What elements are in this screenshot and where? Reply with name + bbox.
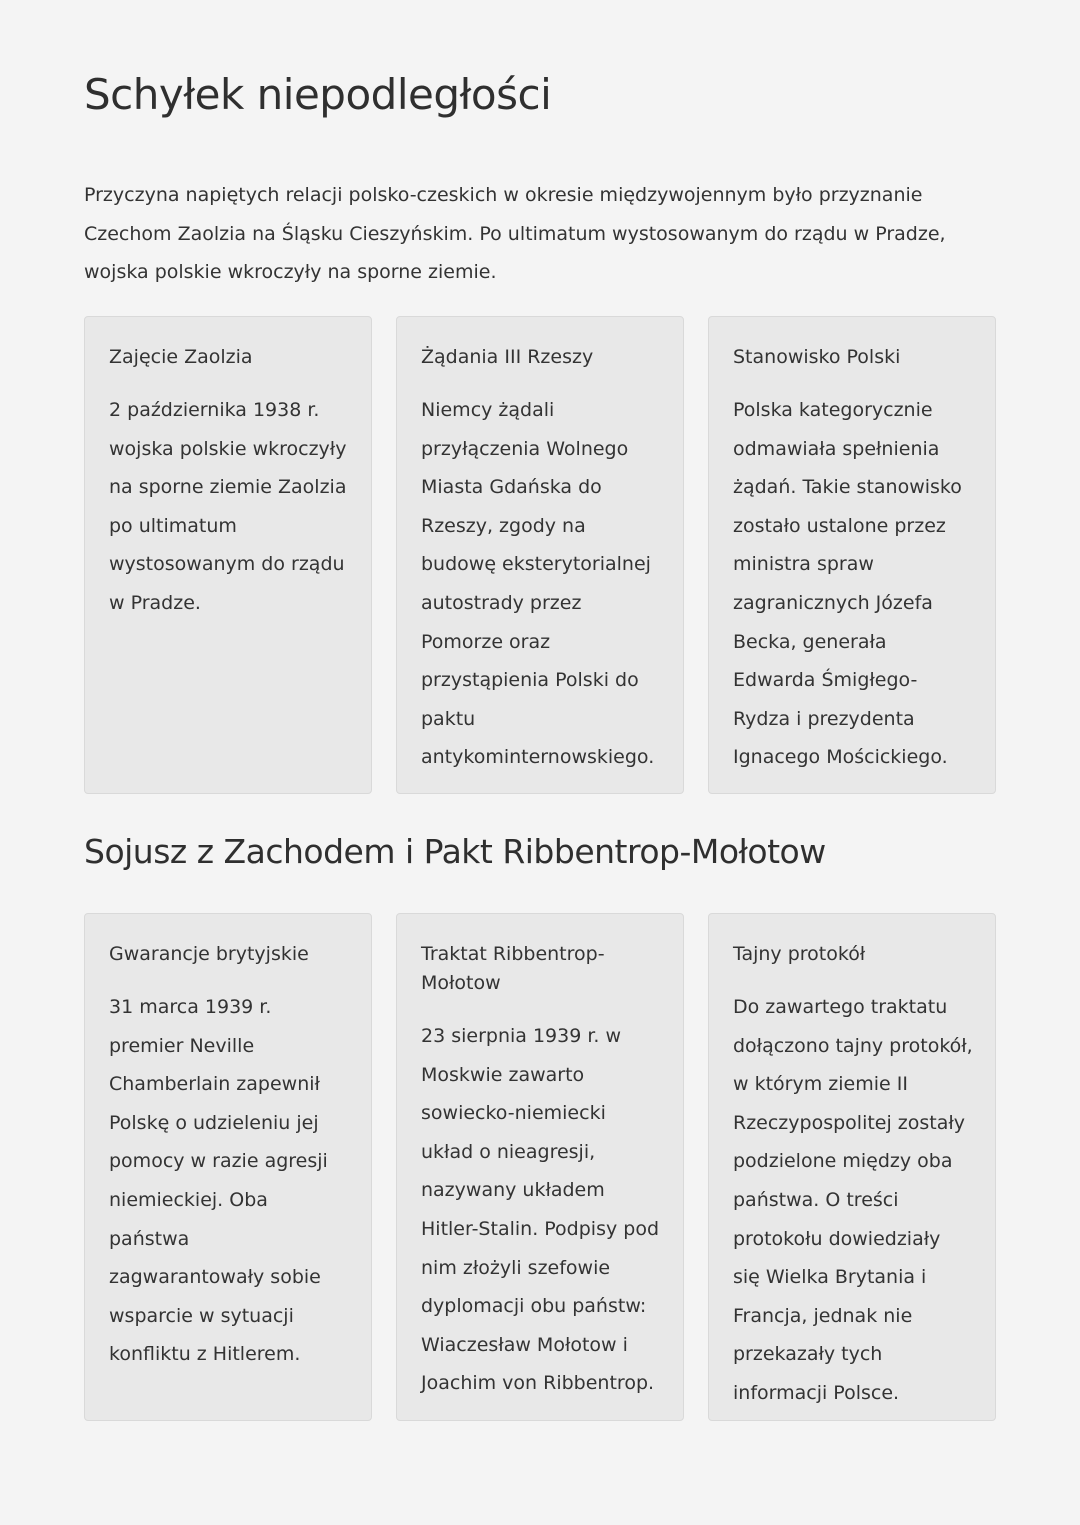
card-title: Tajny protokół: [733, 943, 866, 965]
info-card: [396, 913, 684, 1421]
card-text: Do zawartego traktatu dołączono tajny protokół, w którym ziemie II Rzeczypospolitej zostały podzielone między oba państwa. O treści protokołu dowiedziały się Wielka Brytania i Francja, jednak nie przekazały tych informacji Polsce.: [733, 996, 973, 1404]
card-title: Zajęcie Zaolzia: [109, 346, 253, 368]
card-row: [84, 316, 996, 794]
card-row: [84, 913, 996, 1421]
intro-paragraph: Przyczyna napiętych relacji polsko-czeskich w okresie międzywojennym było przyznanie Czechom Zaolzia na Śląsku Cieszyńskim. Po ultimatum wystosowanym do rządu w Pradze, wojska polskie wkroczyły na sporne ziemie.: [84, 184, 946, 283]
card-title: Traktat Ribbentrop-Mołotow: [421, 943, 605, 994]
info-card: [708, 913, 996, 1421]
card-text: Niemcy żądali przyłączenia Wolnego Miasta Gdańska do Rzeszy, zgody na budowę eksterytorialnej autostrady przez Pomorze oraz przystąpienia Polski do paktu antykominternowskiego.: [421, 399, 655, 769]
info-card: [84, 316, 372, 794]
info-card: [708, 316, 996, 794]
card-title: Gwarancje brytyjskie: [109, 943, 309, 965]
card-text: 2 października 1938 r. wojska polskie wkroczyły na sporne ziemie Zaolzia po ultimatum wystosowanym do rządu w Pradze.: [109, 399, 347, 614]
section-title: Schyłek niepodległości: [84, 70, 552, 119]
info-card: [396, 316, 684, 794]
info-card: [84, 913, 372, 1421]
card-text: 31 marca 1939 r. premier Neville Chamberlain zapewnił Polskę o udzieleniu jej pomocy w razie agresji niemieckiej. Oba państwa zagwarantowały sobie wsparcie w sytuacji konfliktu z Hitlerem.: [109, 996, 328, 1366]
card-title: Stanowisko Polski: [733, 346, 901, 368]
card-text: 23 sierpnia 1939 r. w Moskwie zawarto sowiecko-niemiecki układ o nieagresji, nazywany układem Hitler-Stalin. Podpisy pod nim złożyli szefowie dyplomacji obu państw: Wiaczesław Mołotow i Joachim von Ribbentrop.: [421, 1025, 660, 1395]
card-text: Polska kategorycznie odmawiała spełnienia żądań. Takie stanowisko zostało ustalone przez ministra spraw zagranicznych Józefa Becka, generała Edwarda Śmigłego-Rydza i prezydenta Ignacego Mościckiego.: [733, 399, 962, 769]
section-title: Sojusz z Zachodem i Pakt Ribbentrop-Mołotow: [84, 832, 826, 871]
card-title: Żądania III Rzeszy: [421, 346, 594, 368]
